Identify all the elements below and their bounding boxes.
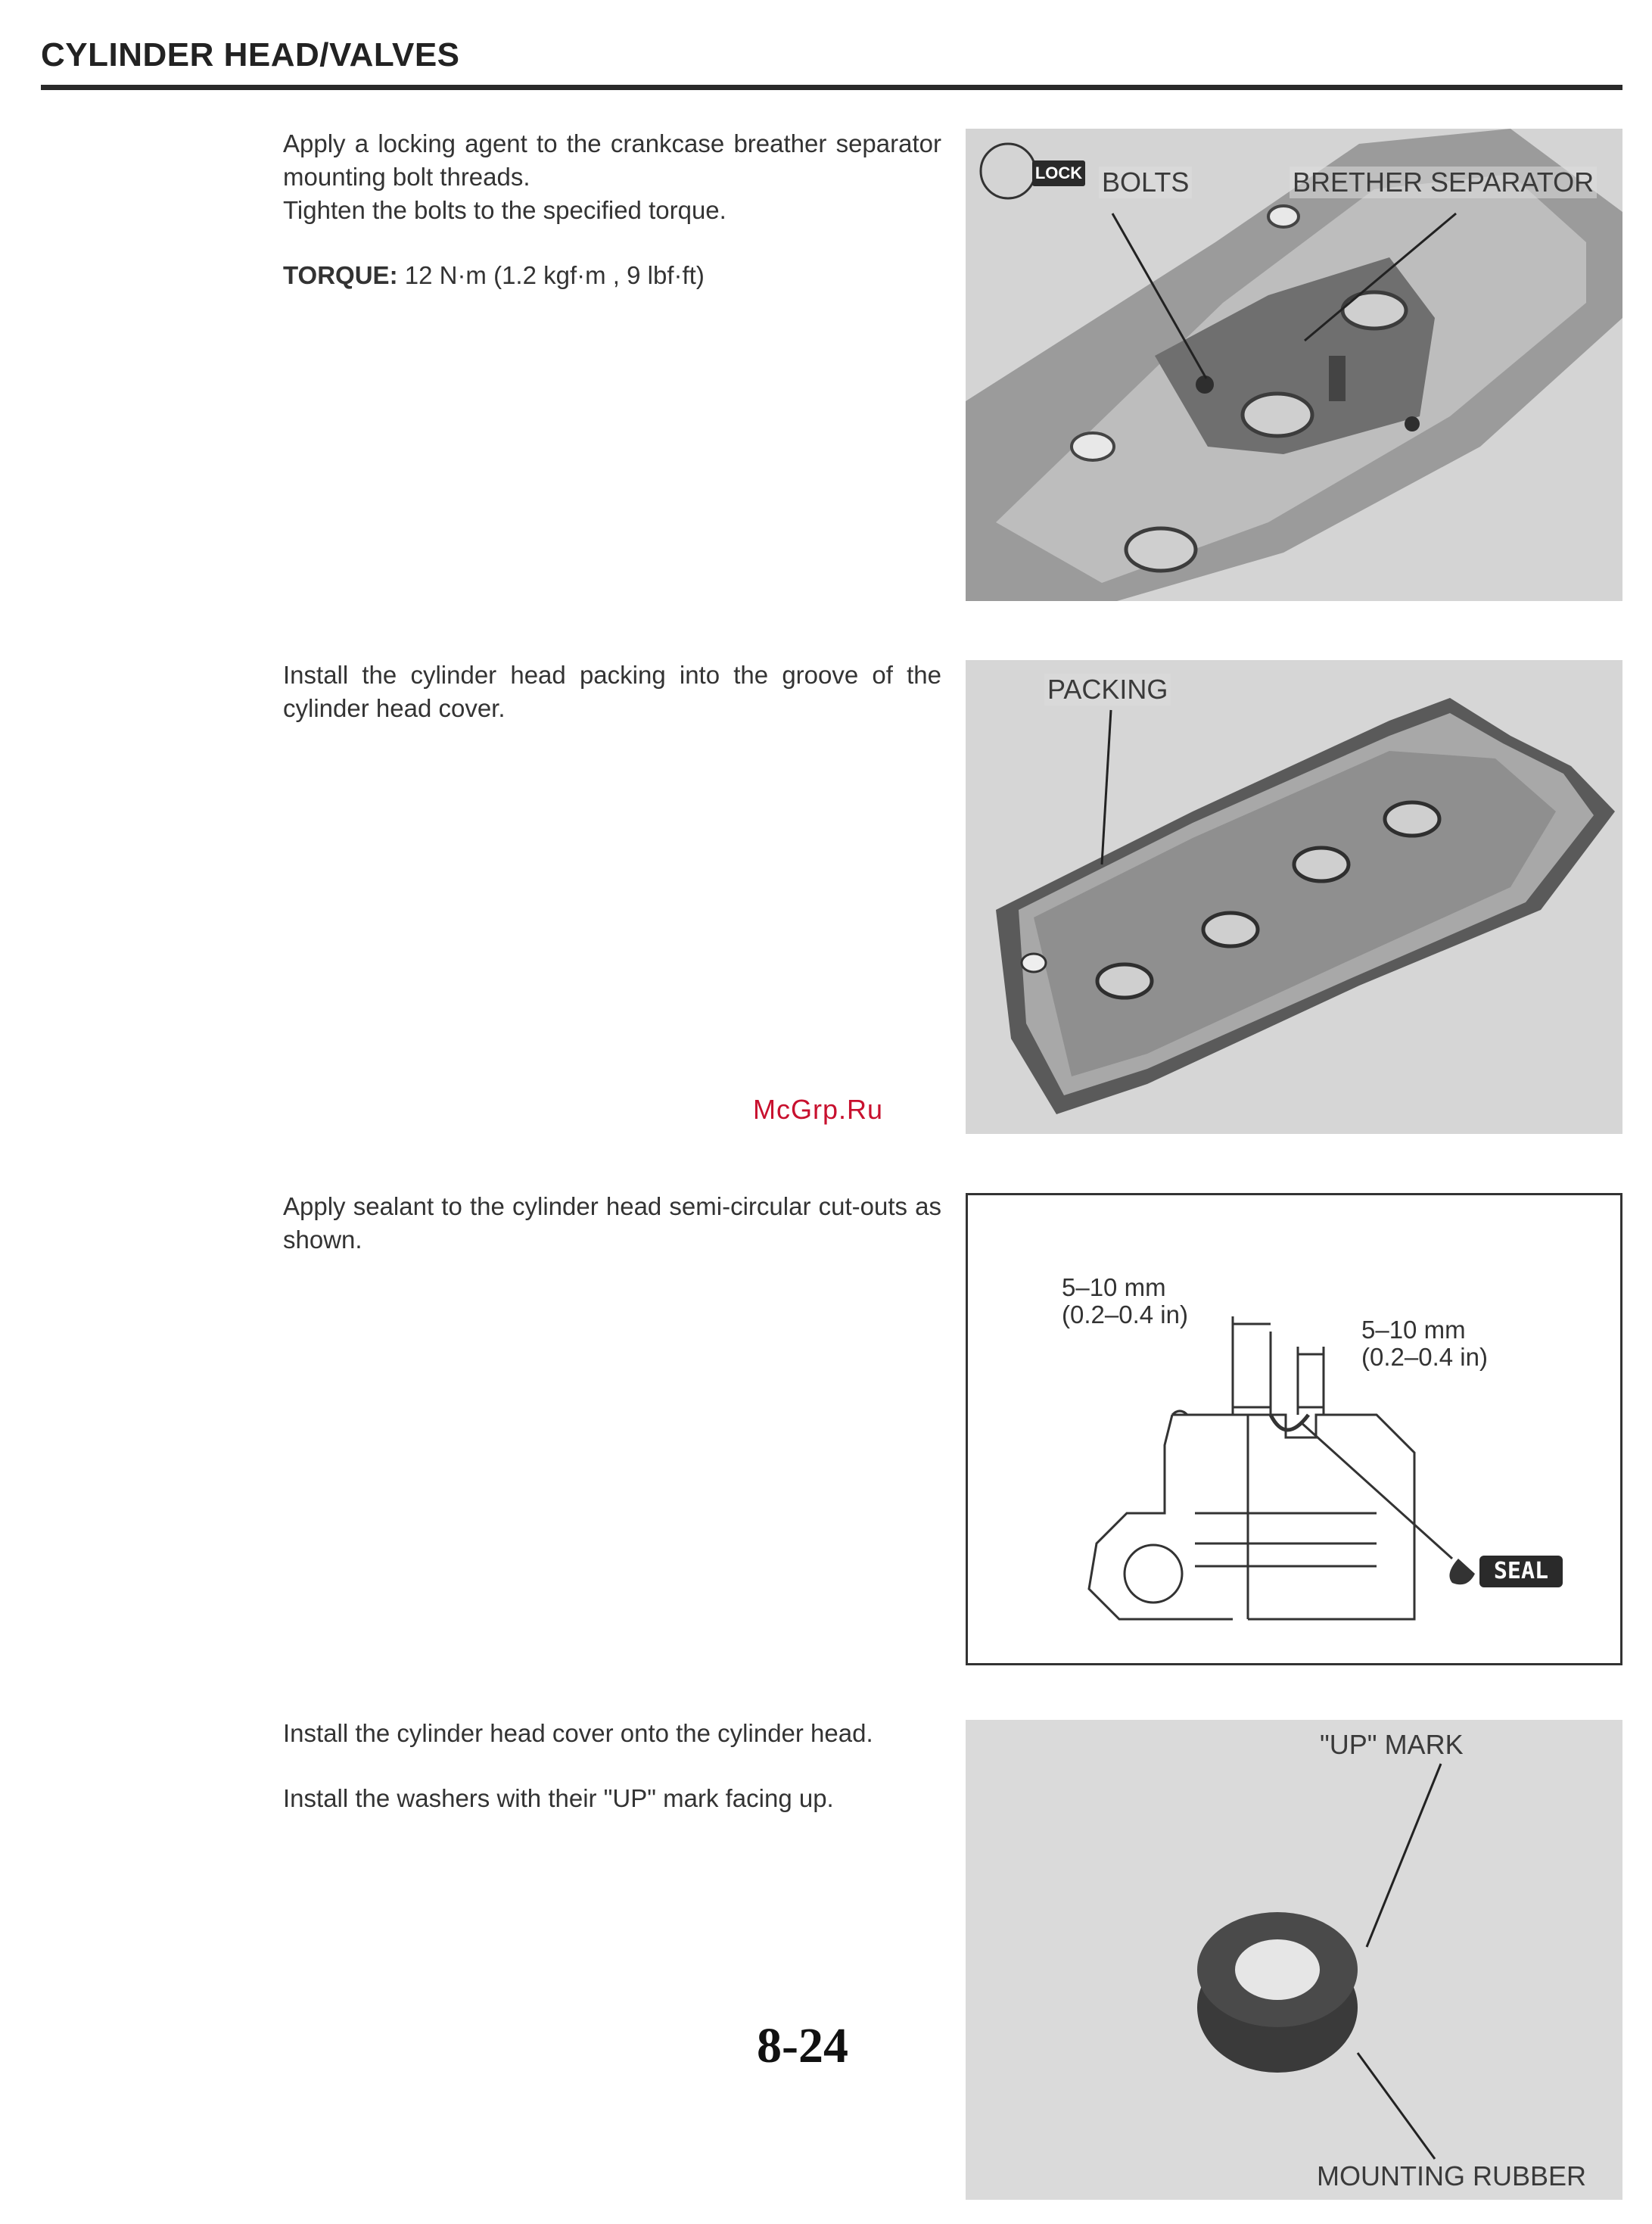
breather-cover-illustration bbox=[966, 129, 1622, 601]
figure-washer-photo bbox=[966, 1720, 1622, 2200]
figure-packing-photo bbox=[966, 660, 1622, 1134]
dimension-label-1 bbox=[1062, 1274, 1188, 1328]
dimension-value: 5–10 mm bbox=[1361, 1316, 1466, 1344]
instruction-block-sealant bbox=[283, 1190, 941, 1257]
instruction-block-packing bbox=[283, 659, 941, 725]
torque-label: TORQUE: bbox=[283, 261, 398, 289]
washer-illustration bbox=[966, 1720, 1622, 2200]
figure-sealant-diagram bbox=[966, 1193, 1622, 1665]
dimension-value: 5–10 mm bbox=[1062, 1273, 1166, 1301]
instruction-block-head-cover bbox=[283, 1717, 941, 1815]
label-breather-separator: BRETHER SEPARATOR bbox=[1290, 167, 1597, 198]
watermark: McGrp.Ru bbox=[753, 1094, 884, 1125]
lock-badge: LOCK bbox=[1032, 160, 1085, 186]
instruction-text: Tighten the bolts to the specified torque. bbox=[283, 196, 726, 224]
header-rule bbox=[41, 85, 1622, 90]
instruction-text: Install the cylinder head cover onto the cylinder head. bbox=[283, 1719, 873, 1747]
label-up-mark: "UP" MARK bbox=[1320, 1729, 1464, 1760]
seal-badge: SEAL bbox=[1479, 1556, 1563, 1587]
label-mounting-rubber: MOUNTING RUBBER bbox=[1317, 2160, 1587, 2191]
instruction-text: Apply a locking agent to the crankcase breather separator mounting bolt threads. bbox=[283, 129, 941, 191]
section-title: CYLINDER HEAD/VALVES bbox=[41, 36, 460, 73]
instruction-text: Install the cylinder head packing into the groove of the cylinder head cover. bbox=[283, 661, 941, 722]
sealant-cutout-diagram bbox=[968, 1195, 1620, 1663]
dimension-value: (0.2–0.4 in) bbox=[1062, 1300, 1188, 1328]
dimension-value: (0.2–0.4 in) bbox=[1361, 1343, 1488, 1371]
label-packing: PACKING bbox=[1044, 674, 1171, 706]
instruction-text: Apply sealant to the cylinder head semi-circular cut-outs as shown. bbox=[283, 1192, 941, 1254]
page-number: 8-24 bbox=[757, 2018, 848, 2073]
head-cover-illustration bbox=[966, 660, 1622, 1134]
torque-spec bbox=[283, 259, 941, 292]
instruction-text: Install the washers with their "UP" mark facing up. bbox=[283, 1784, 834, 1812]
torque-value: 12 N·m (1.2 kgf·m , 9 lbf·ft) bbox=[404, 261, 705, 289]
instruction-block-locking-agent bbox=[283, 127, 941, 292]
dimension-label-2 bbox=[1361, 1316, 1488, 1371]
label-bolts: BOLTS bbox=[1099, 167, 1192, 198]
figure-breather-separator-photo bbox=[966, 129, 1622, 601]
